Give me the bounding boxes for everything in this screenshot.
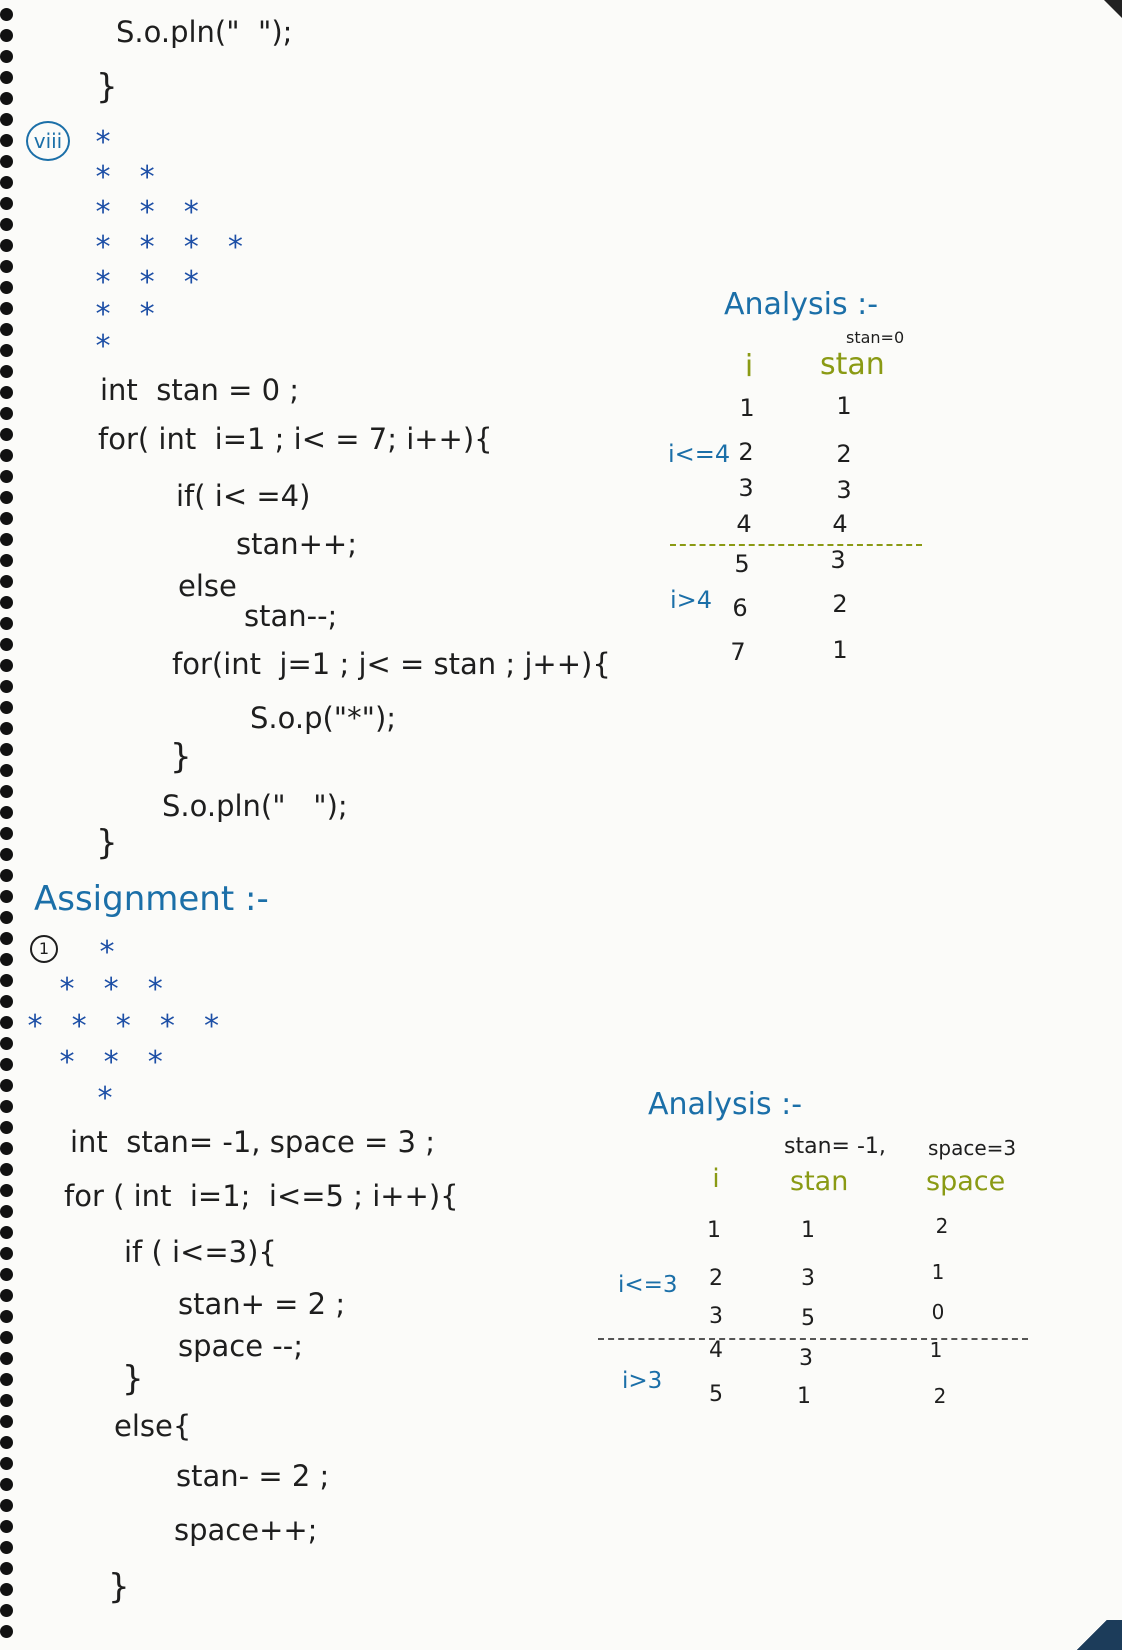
binder-hole (0, 113, 13, 126)
binder-hole (0, 1625, 13, 1638)
code-line: } (96, 823, 118, 863)
binder-hole (0, 1016, 13, 1029)
binder-hole (0, 323, 13, 336)
analysis-cell: 5 (734, 550, 750, 578)
analysis-header-star: stan (790, 1166, 849, 1197)
binder-hole (0, 1184, 13, 1197)
binder-hole (0, 701, 13, 714)
binder-hole (0, 1205, 13, 1218)
assignment-label-text: 1 (38, 939, 50, 958)
analysis-cell: 2 (836, 440, 852, 468)
binder-hole (0, 1100, 13, 1113)
analysis-cell: 2 (933, 1384, 947, 1408)
binder-hole (0, 512, 13, 525)
analysis-cell: 1 (832, 636, 848, 664)
binder-hole (0, 617, 13, 630)
binder-hole (0, 995, 13, 1008)
binder-hole (0, 974, 13, 987)
pattern-row: * (98, 935, 121, 970)
binder-hole (0, 554, 13, 567)
binder-hole (0, 1373, 13, 1386)
binder-hole (0, 428, 13, 441)
binder-hole (0, 155, 13, 168)
code-line: stan- = 2 ; (176, 1459, 330, 1493)
code-line: space++; (174, 1513, 318, 1547)
analysis-cell: 4 (736, 510, 752, 538)
binder-hole (0, 260, 13, 273)
binder-hole (0, 470, 13, 483)
code-line: space --; (178, 1329, 303, 1363)
binder-hole (0, 1079, 13, 1092)
analysis-cell: 3 (830, 546, 846, 574)
analysis-cell: 3 (836, 476, 852, 504)
code-line: else{ (114, 1409, 192, 1443)
binder-hole (0, 785, 13, 798)
page-corner-fold (1062, 1620, 1122, 1650)
binder-hole (0, 722, 13, 735)
binder-hole (0, 491, 13, 504)
binder-hole (0, 1289, 13, 1302)
binder-hole (0, 386, 13, 399)
pattern-row: * (96, 1081, 119, 1116)
analysis-cell: 1 (929, 1338, 943, 1362)
pattern-row: * * * * (94, 230, 249, 265)
binder-hole (0, 848, 13, 861)
binder-hole (0, 302, 13, 315)
pattern-row: * * * (94, 195, 205, 230)
code-line: } (170, 737, 192, 777)
analysis-initial-star: stan= -1, (784, 1134, 886, 1159)
binder-hole (0, 407, 13, 420)
binder-hole (0, 50, 13, 63)
analysis-cell: 2 (738, 438, 754, 466)
analysis-cell: 1 (801, 1218, 815, 1243)
binder-hole (0, 1520, 13, 1533)
binder-hole (0, 890, 13, 903)
analysis-cell: 1 (739, 394, 755, 422)
code-line: int stan = 0 ; (100, 373, 300, 407)
assignment-title: Assignment :- (34, 879, 269, 919)
binder-hole (0, 764, 13, 777)
binder-hole (0, 638, 13, 651)
code-line: S.o.pln(" "); (162, 789, 348, 823)
analysis-cell: 4 (832, 510, 848, 538)
binder-hole (0, 911, 13, 924)
analysis-cell: 1 (707, 1218, 721, 1243)
binder-hole (0, 743, 13, 756)
binder-hole (0, 218, 13, 231)
assignment-label (30, 935, 58, 963)
binder-hole (0, 1604, 13, 1617)
binder-hole (0, 1331, 13, 1344)
analysis-cell: 6 (732, 594, 748, 622)
binder-hole (0, 533, 13, 546)
condition-label: i<=3 (618, 1272, 678, 1298)
analysis-cell: 2 (832, 590, 848, 618)
binder-hole (0, 134, 13, 147)
analysis-cell: 1 (797, 1384, 811, 1409)
binder-hole (0, 1247, 13, 1260)
binder-hole (0, 449, 13, 462)
analysis-cell: 4 (709, 1338, 723, 1363)
binder-hole (0, 1268, 13, 1281)
binder-hole (0, 1436, 13, 1449)
analysis-cell: 7 (730, 638, 746, 666)
pattern-row: * * * (58, 972, 169, 1007)
binder-hole (0, 1478, 13, 1491)
analysis-cell: 2 (935, 1214, 949, 1238)
divider-dashed (670, 544, 922, 546)
analysis-header-space: space (926, 1166, 1006, 1197)
analysis-title: Analysis :- (724, 287, 879, 322)
binder-hole (0, 806, 13, 819)
analysis-header-i: i (744, 349, 754, 384)
code-line-top-brace: } (96, 67, 118, 107)
binder-hole (0, 1499, 13, 1512)
condition-label: i>4 (670, 586, 713, 614)
binder-hole (0, 596, 13, 609)
binder-hole (0, 281, 13, 294)
code-line: if( i< =4) (176, 479, 311, 513)
code-line: } (122, 1359, 144, 1399)
binder-hole (0, 8, 13, 21)
code-line: int stan= -1, space = 3 ; (70, 1125, 435, 1159)
condition-label: i<=4 (668, 440, 731, 468)
analysis-title: Analysis :- (648, 1087, 803, 1122)
code-line: stan++; (236, 527, 357, 561)
analysis-cell: 1 (931, 1260, 945, 1284)
page-corner-mark (1104, 0, 1122, 18)
analysis-initial-note: stan=0 (846, 328, 905, 347)
binder-hole (0, 1142, 13, 1155)
analysis-cell: 2 (709, 1266, 723, 1291)
binder-hole (0, 680, 13, 693)
pattern-row: * * (94, 160, 161, 195)
code-line: for( int i=1 ; i< = 7; i++){ (98, 422, 493, 456)
pattern-row: * * * (58, 1045, 169, 1080)
analysis-cell: 3 (738, 474, 754, 502)
code-line: S.o.p("*"); (250, 701, 397, 735)
binder-hole (0, 1562, 13, 1575)
binder-hole (0, 92, 13, 105)
binder-hole (0, 932, 13, 945)
analysis-header-star: stan (820, 347, 885, 382)
code-line: for(int j=1 ; j< = stan ; j++){ (172, 647, 611, 681)
code-line: else (178, 569, 237, 603)
binder-hole (0, 344, 13, 357)
binder-hole (0, 1163, 13, 1176)
analysis-cell: 5 (801, 1306, 815, 1331)
binder-hole (0, 1583, 13, 1596)
code-line: if ( i<=3){ (124, 1235, 277, 1269)
analysis-cell: 5 (709, 1382, 723, 1407)
binder-hole (0, 1352, 13, 1365)
binder-hole (0, 827, 13, 840)
binder-hole (0, 869, 13, 882)
analysis-cell: 0 (931, 1300, 945, 1324)
binder-hole (0, 1121, 13, 1134)
binder-hole (0, 176, 13, 189)
analysis-header-i: i (712, 1164, 720, 1194)
code-line-top-print: S.o.pln(" "); (116, 15, 293, 49)
binder-hole (0, 71, 13, 84)
binder-hole (0, 365, 13, 378)
binder-hole (0, 1394, 13, 1407)
section-label-viii (26, 121, 70, 161)
pattern-row: * * * * * (26, 1009, 225, 1044)
analysis-cell: 3 (801, 1266, 815, 1291)
code-line: for ( int i=1; i<=5 ; i++){ (64, 1179, 459, 1213)
pattern-row: * * * (94, 265, 205, 300)
code-line: stan+ = 2 ; (178, 1287, 346, 1321)
binder-hole (0, 1457, 13, 1470)
code-line: } (108, 1567, 130, 1607)
binder-holes (0, 0, 22, 1650)
condition-label: i>3 (622, 1368, 663, 1394)
binder-hole (0, 239, 13, 252)
pattern-row: * * (94, 297, 161, 332)
pattern-row: * (94, 125, 117, 160)
analysis-cell: 3 (799, 1346, 813, 1371)
binder-hole (0, 1058, 13, 1071)
binder-hole (0, 197, 13, 210)
binder-hole (0, 1541, 13, 1554)
binder-hole (0, 953, 13, 966)
analysis-initial-space: space=3 (928, 1136, 1017, 1160)
divider-dashed (598, 1338, 1028, 1340)
section-label-viii-text: viii (33, 129, 63, 153)
binder-hole (0, 29, 13, 42)
binder-hole (0, 575, 13, 588)
analysis-cell: 1 (836, 392, 852, 420)
code-line: stan--; (244, 599, 338, 633)
pattern-row: * (94, 329, 117, 364)
binder-hole (0, 1310, 13, 1323)
binder-hole (0, 1037, 13, 1050)
binder-hole (0, 659, 13, 672)
binder-hole (0, 1415, 13, 1428)
analysis-cell: 3 (709, 1304, 723, 1329)
binder-hole (0, 1226, 13, 1239)
